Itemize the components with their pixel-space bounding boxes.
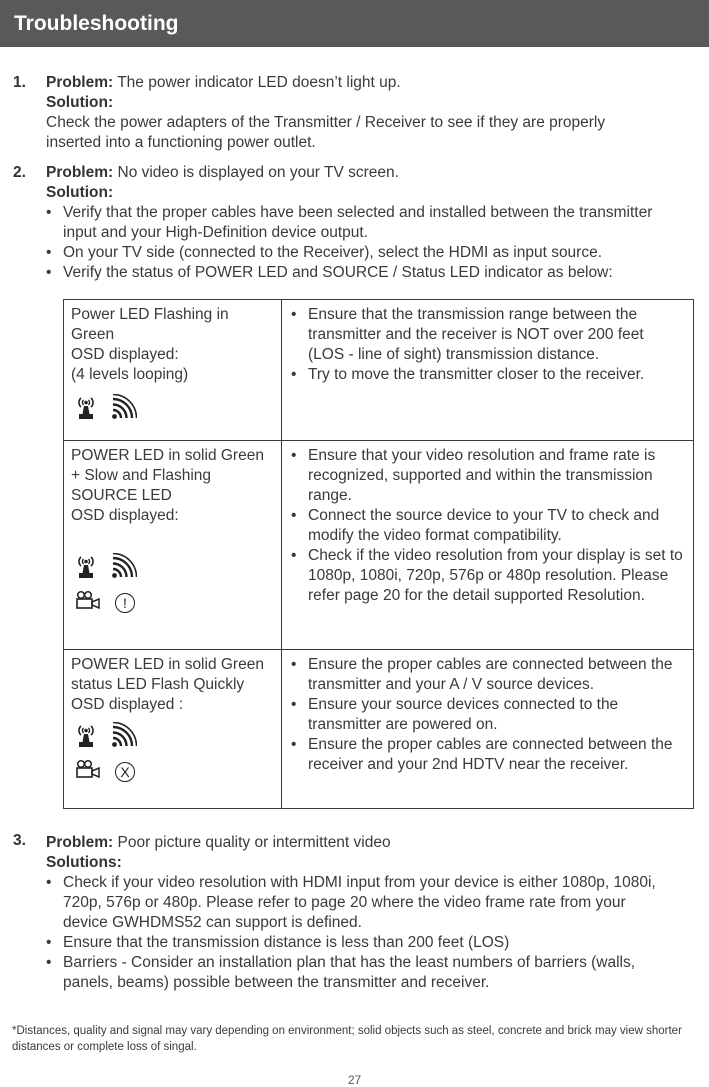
bullet-item: • Ensure the proper cables are connected between the receiver and your 2nd HDTV near the receiver. (291, 736, 673, 773)
exclamation-icon: ! (115, 593, 135, 613)
bullet-item: • Ensure that the transmission distance is less than 200 feet (LOS) (46, 934, 510, 951)
solution-label: Solutions: (46, 854, 122, 871)
solution-text: Check the power adapters of the Transmitter / Receiver to see if they are properly inserted into a functioning power outlet. (46, 114, 606, 151)
bullet-item: • Check if your video resolution with HDMI input from your device is either 1080p, 1080i, 720p, 576p or 480p. Please refer to page 20 where the video frame rate from your device GWHDMS52 can support is defined. (46, 874, 656, 931)
status-line: OSD displayed: (71, 346, 179, 363)
problem-text: The power indicator LED doesn’t light up. (113, 74, 401, 91)
problem-text: No video is displayed on your TV screen. (113, 164, 399, 181)
bullet-text: Ensure the proper cables are connected between the receiver and your 2nd HDTV near the receiver. (308, 736, 673, 773)
signal-icon (111, 553, 137, 585)
status-line: POWER LED in solid Green + Slow and Flashing SOURCE LED (71, 447, 264, 504)
bullet-item: • Verify that the proper cables have been selected and installed between the transmitter input and your High-Definition device output. (46, 204, 653, 241)
action-cell (282, 300, 694, 441)
status-line: OSD displayed: (71, 507, 179, 524)
table-row (64, 650, 694, 809)
led-status-table (63, 299, 694, 809)
item-body (46, 833, 686, 993)
bullet-item: • Ensure that the transmission range between the transmitter and the receiver is NOT over 200 feet (LOS - line of sight) transmission distance. (291, 306, 644, 363)
table-row (64, 300, 694, 441)
table-row (64, 441, 694, 650)
problem-label: Problem: (46, 834, 114, 851)
tower-icon (75, 394, 97, 426)
solution-label: Solution: (46, 94, 114, 111)
status-line: OSD displayed : (71, 696, 183, 713)
problem-line (46, 73, 686, 93)
bullet-item: • Check if the video resolution from your display is set to 1080p, 1080i, 720p, 576p or 480p resolution. Please refer page 20 for the detail supported Resolution. (291, 547, 683, 604)
status-cell (64, 650, 282, 809)
status-line: (4 levels looping) (71, 366, 189, 383)
bullet-item: • Ensure that your video resolution and frame rate is recognized, supported and within the transmission range. (291, 447, 656, 504)
item-number: 1. (13, 74, 26, 91)
item-body (46, 163, 686, 283)
bullet-text: Verify the status of POWER LED and SOURCE / Status LED indicator as below: (63, 264, 613, 281)
camera-icon (75, 590, 101, 616)
bullet-text: Ensure that the transmission distance is less than 200 feet (LOS) (63, 934, 510, 951)
solution-label: Solution: (46, 184, 114, 201)
problem-label: Problem: (46, 164, 114, 181)
bullet-item: • Barriers - Consider an installation plan that has the least numbers of barriers (walls, panels, beams) possible between the transmitter and receiver. (46, 954, 636, 991)
bullet-text: Check if the video resolution from your display is set to 1080p, 1080i, 720p, 576p or 480p resolution. Please refer page 20 for the detail supported Resolution. (308, 547, 683, 604)
item-body (46, 73, 686, 153)
bullet-text: Ensure that your video resolution and frame rate is recognized, supported and within the transmission range. (308, 447, 656, 504)
page-header (0, 0, 709, 47)
bullet-item: • Try to move the transmitter closer to the receiver. (291, 366, 645, 383)
item-number: 3. (13, 832, 26, 849)
bullet-item: • Ensure the proper cables are connected between the transmitter and your A / V source devices. (291, 656, 673, 693)
problem-label: Problem: (46, 74, 114, 91)
bullet-text: Verify that the proper cables have been selected and installed between the transmitter input and your High-Definition device output. (63, 204, 653, 241)
footnote: *Distances, quality and signal may vary depending on environment; solid objects such as steel, concrete and brick may view shorter distances or complete loss of singal. (12, 1025, 682, 1053)
bullet-item: • Connect the source device to your TV to check and modify the video format compatibility. (291, 507, 660, 544)
bullet-item: • Ensure your source devices connected to the transmitter are powered on. (291, 696, 619, 733)
status-cell (64, 441, 282, 650)
osd-icons (71, 723, 273, 787)
camera-icon (75, 759, 101, 785)
signal-icon (111, 394, 137, 426)
bullet-text: Ensure your source devices connected to the transmitter are powered on. (308, 696, 619, 733)
osd-icons (71, 395, 273, 425)
bullet-text: Connect the source device to your TV to check and modify the video format compatibility. (308, 507, 660, 544)
status-line: Power LED Flashing in Green (71, 306, 229, 343)
tower-icon (75, 722, 97, 754)
action-cell (282, 650, 694, 809)
problem-text: Poor picture quality or intermittent video (113, 834, 391, 851)
bullet-text: On your TV side (connected to the Receiver), select the HDMI as input source. (63, 244, 603, 261)
status-cell (64, 300, 282, 441)
tower-icon (75, 553, 97, 585)
page-number: 27 (347, 1073, 362, 1087)
bullet-text: Ensure that the transmission range between the transmitter and the receiver is NOT over 200 feet (LOS - line of sight) transmission distance. (308, 306, 644, 363)
bullet-item: • Verify the status of POWER LED and SOURCE / Status LED indicator as below: (46, 264, 613, 281)
bullet-text: Ensure the proper cables are connected between the transmitter and your A / V source devices. (308, 656, 673, 693)
bullet-item: • On your TV side (connected to the Receiver), select the HDMI as input source. (46, 244, 603, 261)
signal-icon (111, 722, 137, 754)
bullet-text: Check if your video resolution with HDMI input from your device is either 1080p, 1080i, 720p, 576p or 480p. Please refer to page 20 where the video frame rate from your device GWHDMS52 can support is defined. (63, 874, 656, 931)
osd-icons (71, 554, 273, 618)
action-cell (282, 441, 694, 650)
item-number: 2. (13, 164, 26, 181)
page-title: Troubleshooting (14, 12, 179, 35)
x-icon: X (115, 762, 135, 782)
bullet-text: Barriers - Consider an installation plan that has the least numbers of barriers (walls, panels, beams) possible between the transmitter and receiver. (63, 954, 636, 991)
bullet-text: Try to move the transmitter closer to the receiver. (308, 366, 645, 383)
problem-line (46, 163, 686, 183)
status-line: POWER LED in solid Green status LED Flash Quickly (71, 656, 264, 693)
problem-line (46, 833, 686, 853)
